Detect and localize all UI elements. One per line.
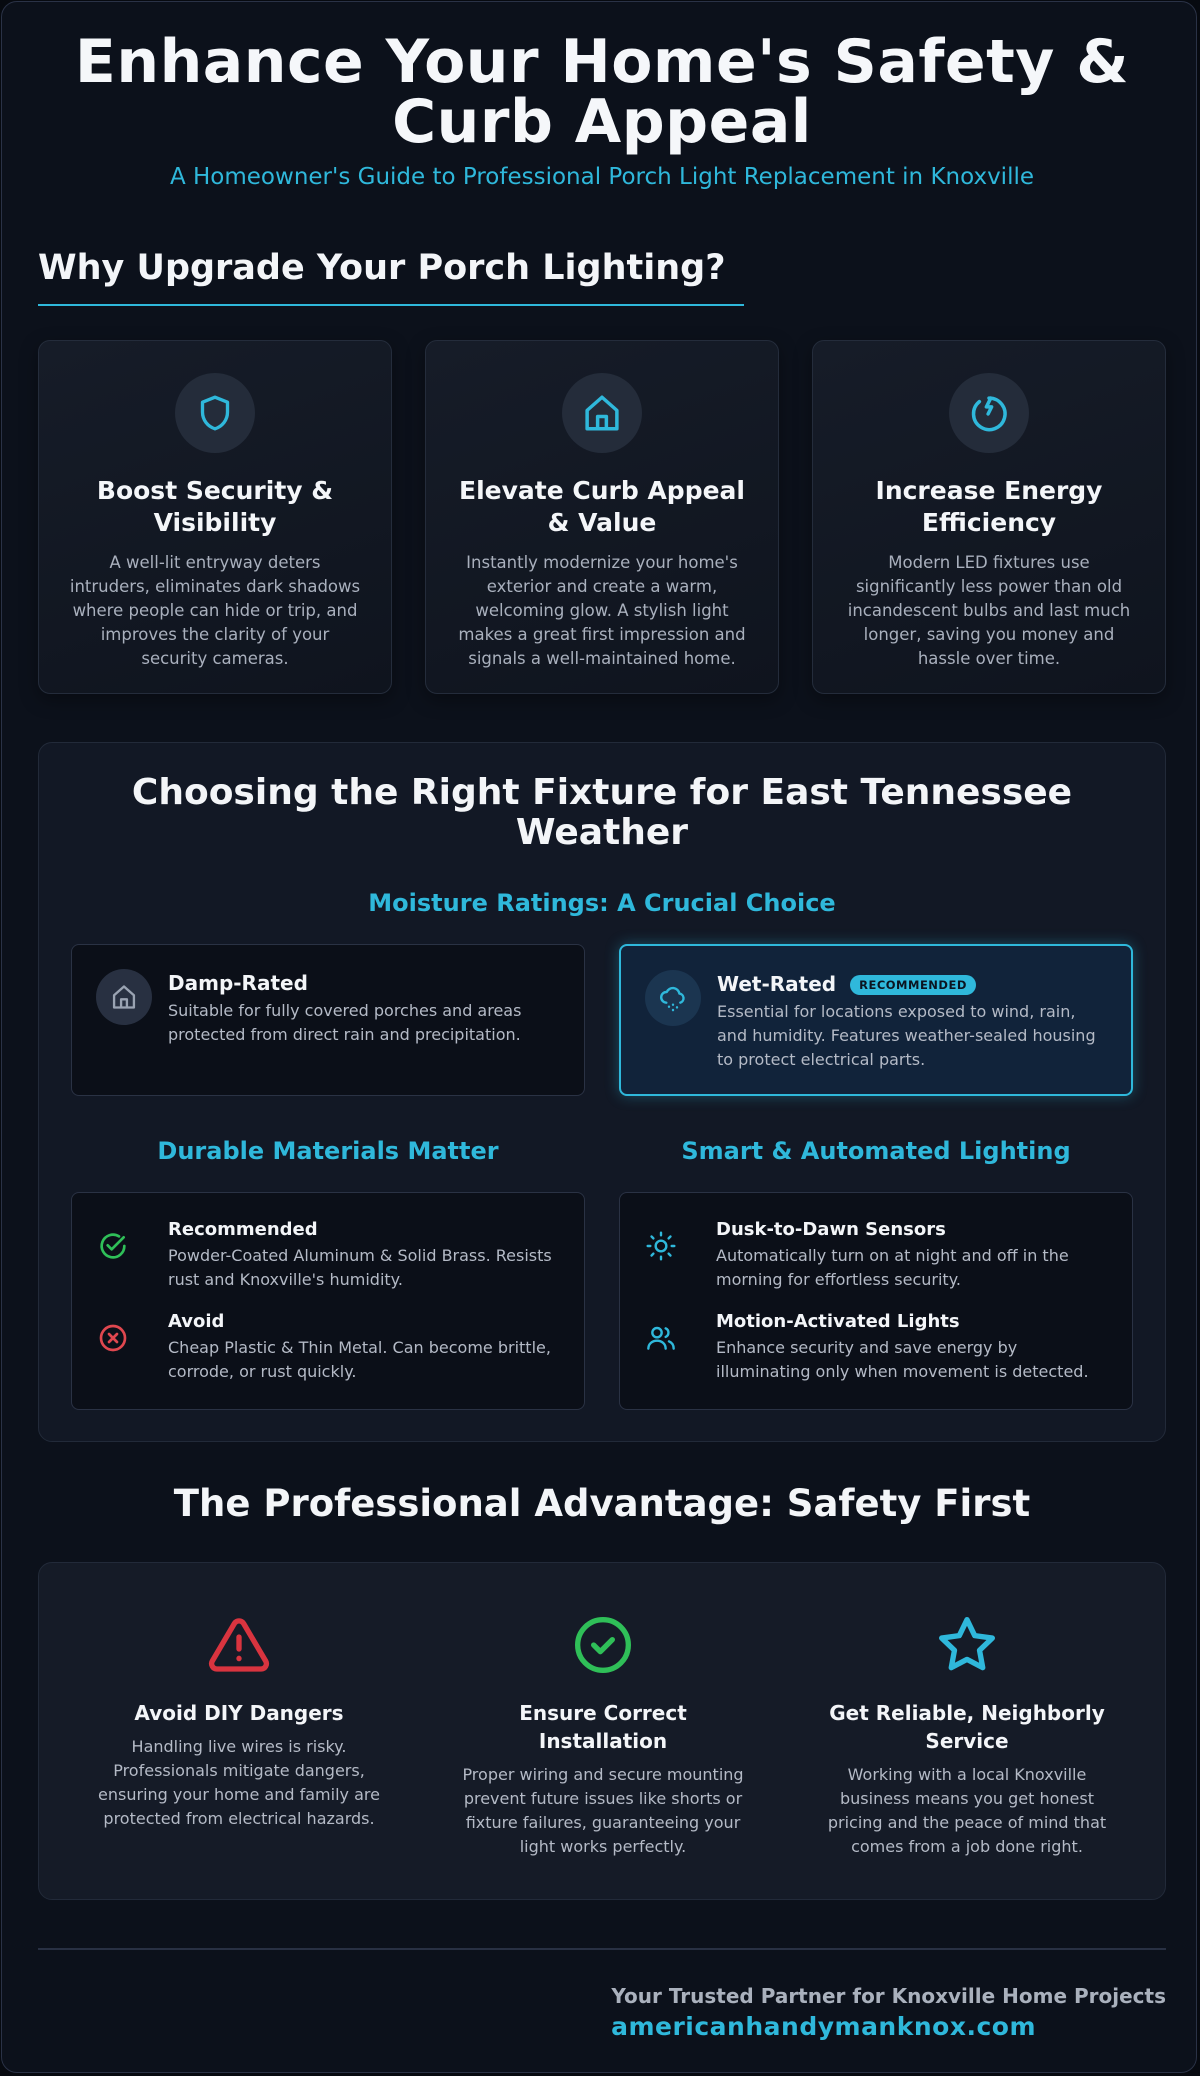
wet-rated-card <box>619 944 1133 1096</box>
energy-icon <box>949 373 1029 453</box>
pro-item-installation <box>453 1611 753 1859</box>
recommended-badge: RECOMMENDED <box>850 975 976 995</box>
benefit-text: A well-lit entryway deters intruders, eliminates dark shadows where people can hide or trip, and improves the clarity of your security cameras. <box>69 553 361 668</box>
sun-icon <box>644 1229 678 1263</box>
benefit-title: Increase Energy Efficiency <box>875 476 1103 537</box>
list-item-title: Avoid <box>168 1311 225 1332</box>
pro-item-service <box>817 1611 1117 1859</box>
page-subtitle: A Homeowner's Guide to Professional Porch Light Replacement in Knoxville <box>169 164 1035 190</box>
list-item <box>644 1219 1112 1292</box>
check-circle-icon <box>569 1611 637 1679</box>
home-icon <box>562 373 642 453</box>
benefit-card-curb-appeal <box>425 340 779 694</box>
x-circle-icon <box>96 1321 130 1355</box>
benefit-title: Boost Security & Visibility <box>96 476 334 537</box>
list-item-text: Automatically turn on at night and off in the morning for effortless security. <box>716 1246 1069 1289</box>
page-title: Enhance Your Home's Safety & Curb Appeal <box>74 27 1130 157</box>
benefit-card-energy <box>812 340 1166 694</box>
benefit-cards <box>38 340 1166 694</box>
damp-rated-title: Damp-Rated <box>168 971 308 995</box>
fixture-heading: Choosing the Right Fixture for East Tennessee Weather <box>131 772 1073 853</box>
fixture-section <box>38 742 1166 1442</box>
pro-advantages <box>38 1562 1166 1900</box>
list-item-text: Powder-Coated Aluminum & Solid Brass. Resists rust and Knoxville's humidity. <box>168 1246 552 1289</box>
list-item <box>644 1311 1112 1384</box>
damp-rated-card <box>71 944 585 1096</box>
materials-heading: Durable Materials Matter <box>157 1137 499 1165</box>
list-item-title: Dusk-to-Dawn Sensors <box>716 1219 946 1240</box>
benefit-text: Modern LED fixtures use significantly less power than old incandescent bulbs and last much longer, saving you money and hassle over time. <box>847 553 1131 668</box>
home-icon <box>96 969 152 1025</box>
rain-cloud-icon <box>645 970 701 1026</box>
footer-website-link[interactable]: americanhandymanknox.com <box>611 2012 1036 2041</box>
damp-rated-text: Suitable for fully covered porches and areas protected from direct rain and precipitation. <box>168 1001 522 1044</box>
smart-lighting-heading: Smart & Automated Lighting <box>681 1137 1071 1165</box>
smart-lighting-box <box>619 1192 1133 1410</box>
footer-divider <box>38 1948 1166 1950</box>
footer-tagline: Your Trusted Partner for Knoxville Home Projects <box>611 1984 1166 2008</box>
list-item <box>96 1219 564 1292</box>
star-icon <box>933 1611 1001 1679</box>
list-item <box>96 1311 564 1384</box>
materials-box <box>71 1192 585 1410</box>
pro-item-title: Ensure Correct Installation <box>519 1701 687 1753</box>
list-item-title: Recommended <box>168 1219 318 1240</box>
why-heading: Why Upgrade Your Porch Lighting? <box>38 248 744 306</box>
pro-item-title: Avoid DIY Dangers <box>134 1701 344 1725</box>
pro-item-title: Get Reliable, Neighborly Service <box>829 1701 1105 1753</box>
shield-icon <box>175 373 255 453</box>
check-circle-icon <box>96 1229 130 1263</box>
benefit-title: Elevate Curb Appeal & Value <box>459 476 745 537</box>
wet-rated-text: Essential for locations exposed to wind, rain, and humidity. Features weather-sealed housing to protect electrical parts. <box>717 1002 1096 1069</box>
benefit-card-security <box>38 340 392 694</box>
moisture-heading: Moisture Ratings: A Crucial Choice <box>368 889 836 917</box>
wet-rated-title <box>717 972 976 996</box>
pro-item-diy-dangers <box>89 1611 389 1831</box>
pro-item-text: Handling live wires is risky. Professionals mitigate dangers, ensuring your home and family are protected from electrical hazards. <box>98 1737 380 1828</box>
list-item-text: Cheap Plastic & Thin Metal. Can become brittle, corrode, or rust quickly. <box>168 1338 551 1381</box>
list-item-title: Motion-Activated Lights <box>716 1311 960 1332</box>
pro-item-text: Proper wiring and secure mounting prevent future issues like shorts or fixture failures, guaranteeing your light works perfectly. <box>462 1765 744 1856</box>
pro-heading: The Professional Advantage: Safety First <box>173 1482 1031 1525</box>
page-frame <box>1 1 1197 2073</box>
wet-rated-title-text: Wet-Rated <box>717 972 837 996</box>
pro-item-text: Working with a local Knoxville business means you get honest pricing and the peace of mind that comes from a job done right. <box>827 1765 1107 1856</box>
users-icon <box>644 1321 678 1355</box>
list-item-text: Enhance security and save energy by illuminating only when movement is detected. <box>716 1338 1089 1381</box>
benefit-text: Instantly modernize your home's exterior and create a warm, welcoming glow. A stylish light makes a great first impression and signals a well-maintained home. <box>458 553 746 668</box>
warning-icon <box>205 1611 273 1679</box>
